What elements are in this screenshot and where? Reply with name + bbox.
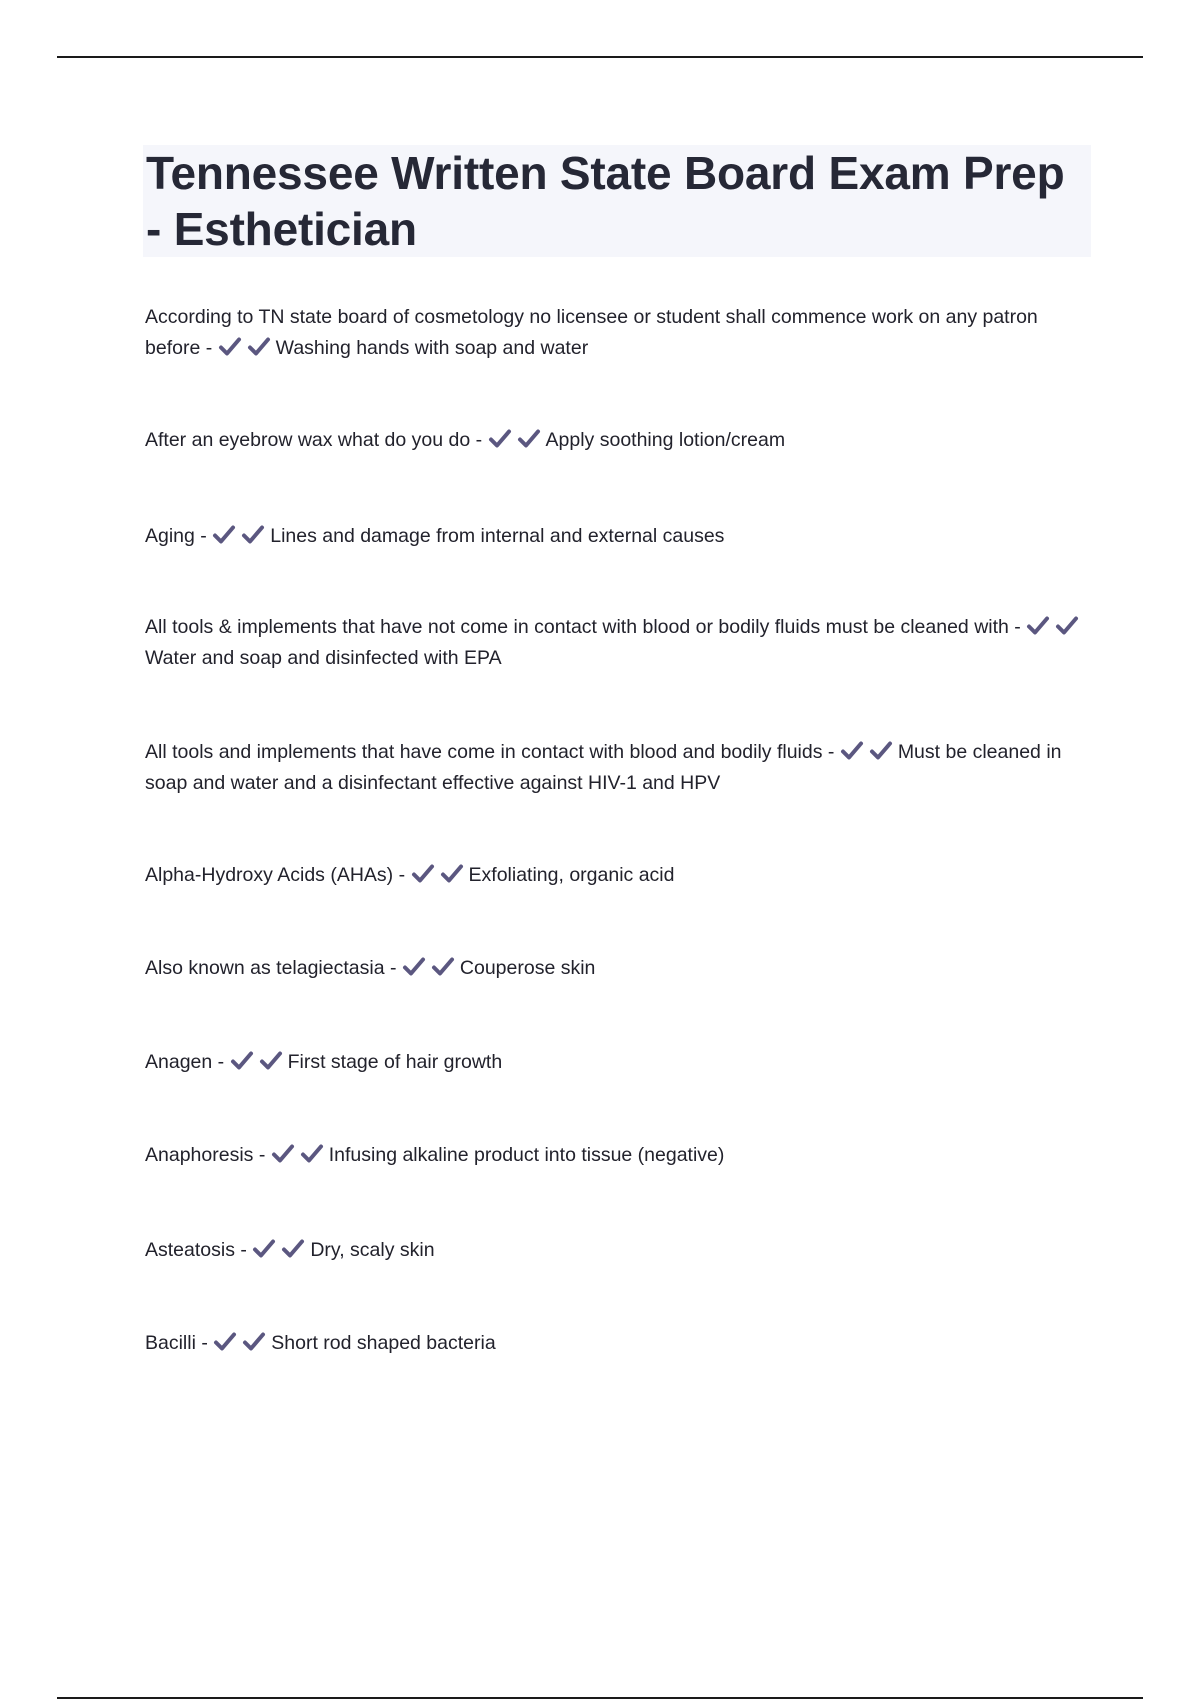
checkmark-icon [259,1050,283,1072]
qa-question: All tools and implements that have come in contact with blood and bodily fluids [145,741,823,763]
qa-question: Aging [145,525,195,547]
qa-item: All tools and implements that have come in contact with blood and bodily fluids - Must be cleaned in soap and water and a disinfectant effective against HIV-1 and HPV [145,741,1062,794]
checkmark-icon [402,956,426,978]
checkmark-icon [411,863,435,885]
qa-question: Also known as telagiectasia [145,957,385,979]
checkmark-icon [271,1143,295,1165]
qa-question: All tools & implements that have not come in contact with blood or bodily fluids must be cleaned with [145,616,1009,638]
checkmark-icon [517,428,541,450]
qa-answer: Must be cleaned in soap and water and a disinfectant effective against HIV-1 and HPV [145,741,1062,794]
qa-item: Asteatosis - Dry, scaly skin [145,1239,435,1261]
checkmark-icon [1055,615,1079,637]
qa-answer: First stage of hair growth [287,1051,503,1073]
qa-item: All tools & implements that have not come in contact with blood or bodily fluids must be cleaned with - Water and soap and disinfected with EPA [145,612,1095,674]
checkmark-icon [247,336,271,358]
qa-answer: Exfoliating, organic acid [468,864,675,886]
checkmark-icon [241,524,265,546]
qa-answer: Couperose skin [459,957,596,979]
checkmark-icon [869,740,893,762]
qa-question: Anaphoresis [145,1144,254,1166]
checkmark-icon [1026,615,1050,637]
qa-item: Aging - Lines and damage from internal and external causes [145,525,725,547]
qa-question: Bacilli [145,1332,196,1354]
checkmark-icon [840,740,864,762]
qa-question: Anagen [145,1051,213,1073]
checkmark-icon [281,1238,305,1260]
qa-answer: Washing hands with soap and water [275,337,589,359]
checkmark-icon [252,1238,276,1260]
bottom-rule [57,1697,1143,1699]
qa-item: Bacilli - Short rod shaped bacteria [145,1332,496,1354]
top-rule [57,56,1143,58]
title-box [143,145,1091,257]
qa-answer: Lines and damage from internal and external causes [270,525,725,547]
qa-item: According to TN state board of cosmetology no licensee or student shall commence work on any patron before - Washing hands with soap and water [145,306,1038,359]
checkmark-icon [242,1331,266,1353]
qa-question: Asteatosis [145,1239,235,1261]
qa-answer: Dry, scaly skin [310,1239,435,1261]
qa-item: Anaphoresis - Infusing alkaline product into tissue (negative) [145,1144,725,1166]
checkmark-icon [488,428,512,450]
checkmark-icon [440,863,464,885]
qa-answer: Water and soap and disinfected with EPA [145,647,502,669]
checkmark-icon [230,1050,254,1072]
qa-question: Alpha-Hydroxy Acids (AHAs) [145,864,394,886]
checkmark-icon [218,336,242,358]
checkmark-icon [212,524,236,546]
qa-item: Alpha-Hydroxy Acids (AHAs) - Exfoliating, organic acid [145,864,675,886]
qa-answer: Apply soothing lotion/cream [545,429,786,451]
qa-question: After an eyebrow wax what do you do [145,429,471,451]
checkmark-icon [213,1331,237,1353]
checkmark-icon [431,956,455,978]
qa-answer: Infusing alkaline product into tissue (negative) [328,1144,725,1166]
qa-answer: Short rod shaped bacteria [271,1332,496,1354]
qa-item: Anagen - First stage of hair growth [145,1051,503,1073]
qa-item: After an eyebrow wax what do you do - Apply soothing lotion/cream [145,429,786,451]
qa-item: Also known as telagiectasia - Couperose skin [145,957,596,979]
document-title: Tennessee Written State Board Exam Prep - Esthetician [146,147,1065,255]
checkmark-icon [300,1143,324,1165]
qa-question: According to TN state board of cosmetology no licensee or student shall commence work on any patron before [145,306,1038,359]
